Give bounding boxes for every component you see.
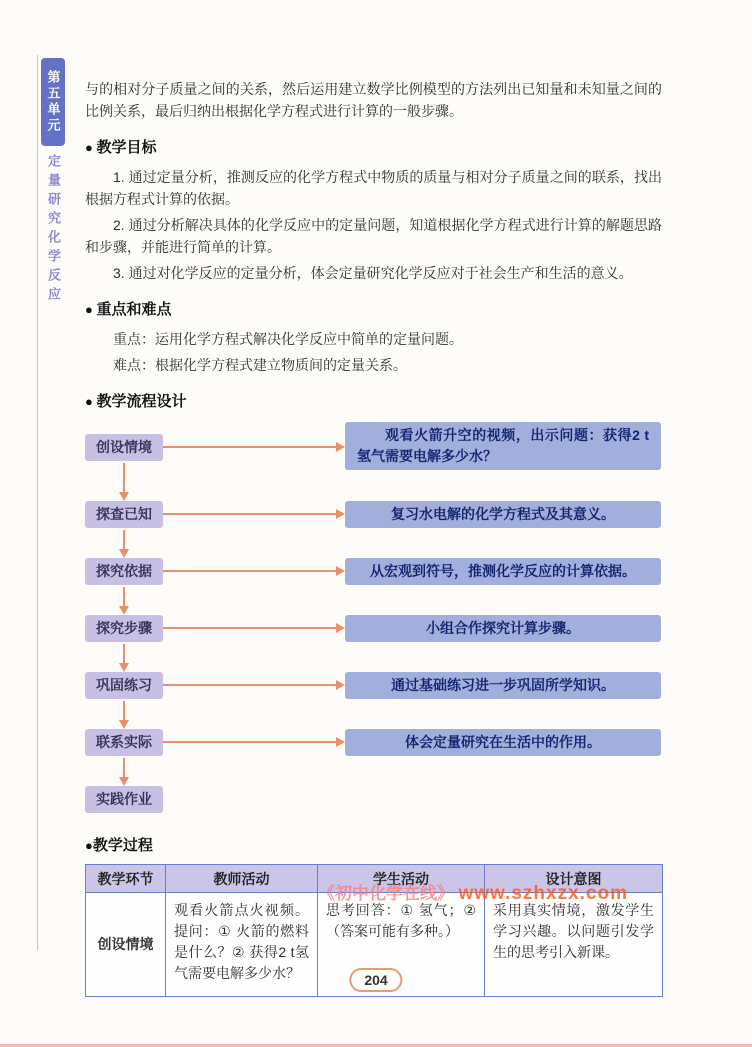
col-header-design-intent: 设计意图 — [485, 865, 663, 893]
down-arrow-icon — [123, 701, 125, 721]
key-point-item: 重点：运用化学方程式解决化学反应中简单的定量问题。 — [113, 331, 463, 347]
flow-detail-box: 小组合作探究计算步骤。 — [345, 615, 661, 642]
right-arrow-icon — [163, 570, 337, 572]
flow-step-box: 创设情境 — [85, 434, 163, 461]
binding-line — [37, 55, 38, 950]
unit-title-vertical: 定量研究化学反应 — [46, 154, 61, 306]
down-arrow-icon — [123, 463, 125, 493]
cell-design-intent: 采用真实情境，激发学生学习兴趣。以问题引发学生的思考引入新课。 — [485, 893, 663, 997]
flow-detail-box — [345, 422, 661, 470]
col-header-teacher-activity: 教师活动 — [166, 865, 318, 893]
cell-step: 创设情境 — [86, 893, 166, 997]
intro-paragraph: 与的相对分子质量之间的关系，然后运用建立数学比例模型的方法列出已知量和未知量之间的比例关系，最后归纳出根据化学方程式进行计算的一般步骤。 — [85, 81, 662, 119]
key-point-item: 难点：根据化学方程式建立物质间的定量关系。 — [113, 357, 407, 373]
flow-step-box: 探究依据 — [85, 558, 163, 585]
main-content — [85, 78, 662, 997]
objective-item: 3. 通过对化学反应的定量分析，体会定量研究化学反应对于社会生产和生活的意义。 — [113, 265, 633, 281]
right-arrow-icon — [163, 684, 337, 686]
teaching-flow-chart — [85, 420, 662, 820]
flow-step-box: 探究步骤 — [85, 615, 163, 642]
flow-step-box: 巩固练习 — [85, 672, 163, 699]
watermark-site-name: 《初中化学在线》 — [318, 884, 454, 903]
flow-detail-box: 复习水电解的化学方程式及其意义。 — [345, 501, 661, 528]
flow-detail-box: 通过基础练习进一步巩固所学知识。 — [345, 672, 661, 699]
objective-item: 1. 通过定量分析，推测反应的化学方程式中物质的质量与相对分子质量之间的联系，找出根据方程式计算的依据。 — [85, 169, 662, 207]
page-number: 204 — [349, 968, 402, 992]
right-arrow-icon — [163, 627, 337, 629]
right-arrow-icon — [163, 741, 337, 743]
objective-item: 2. 通过分析解决具体的化学反应中的定量问题，知道根据化学方程式进行计算的解题思路和步骤，并能进行简单的计算。 — [85, 217, 662, 255]
flow-step-box: 联系实际 — [85, 729, 163, 756]
col-header-student-activity: 学生活动 — [318, 865, 485, 893]
down-arrow-icon — [123, 587, 125, 607]
cell-student-activity: 思考回答：① 氢气；②（答案可能有多种。） — [318, 893, 485, 997]
heading-key-points: ● 重点和难点 — [85, 298, 662, 319]
heading-objectives: ● 教学目标 — [85, 136, 662, 157]
heading-process: ● 教学过程 — [85, 834, 662, 855]
flow-detail-box: 体会定量研究在生活中的作用。 — [345, 729, 661, 756]
watermark-site-url: www.szhxzx.com — [458, 883, 629, 904]
unit-label-badge: 第五单元 — [41, 58, 65, 146]
down-arrow-icon — [123, 644, 125, 664]
down-arrow-icon — [123, 758, 125, 778]
cell-teacher-activity: 观看火箭点火视频。提问：① 火箭的燃料是什么？② 获得2 t氢气需要电解多少水？ — [166, 893, 318, 997]
flow-detail-text: 观看火箭升空的视频，出示问题：获得2 t氢气需要电解多少水？ — [357, 427, 649, 464]
flow-step-box: 实践作业 — [85, 786, 163, 813]
down-arrow-icon — [123, 530, 125, 550]
heading-flow-design: ● 教学流程设计 — [85, 390, 662, 411]
flow-step-box: 探查已知 — [85, 501, 163, 528]
col-header-step: 教学环节 — [86, 865, 166, 893]
right-arrow-icon — [163, 513, 337, 515]
right-arrow-icon — [163, 446, 337, 448]
watermark — [318, 879, 628, 905]
flow-detail-box: 从宏观到符号，推测化学反应的计算依据。 — [345, 558, 661, 585]
